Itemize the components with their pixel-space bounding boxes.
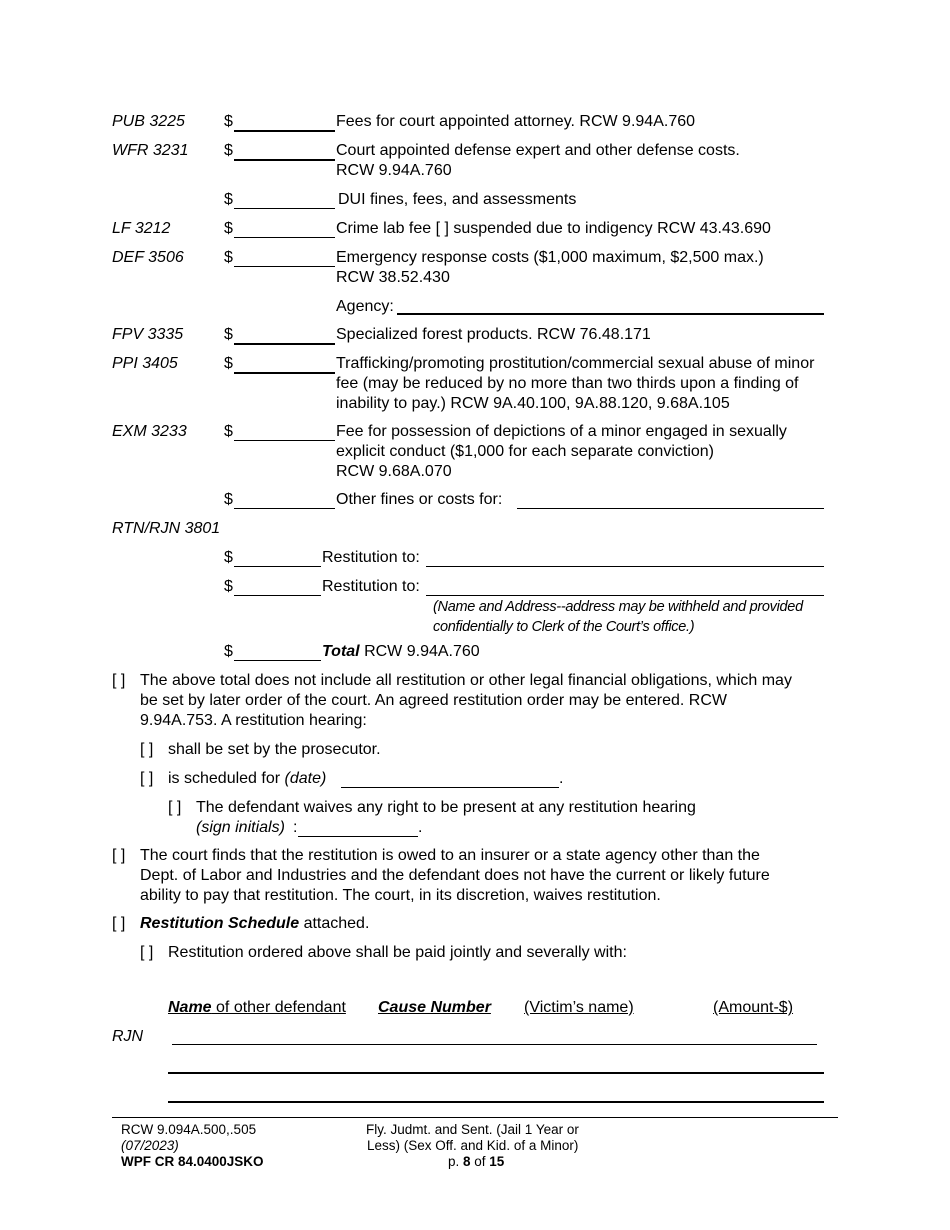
- page-current: 8: [463, 1154, 471, 1169]
- fee-label-ppi-line2: fee (may be reduced by no more than two thirds upon a finding of: [336, 375, 799, 392]
- fee-label-ppi-line3: inability to pay.) RCW 9A.40.100, 9A.88.120, 9.68A.105: [336, 395, 730, 412]
- restitution-to-field-1[interactable]: [426, 566, 824, 567]
- amount-field-lf[interactable]: [234, 237, 335, 238]
- restitution-amount-2[interactable]: [234, 595, 321, 596]
- period: .: [559, 770, 564, 787]
- restitution-note-line2: confidentially to Clerk of the Court’s office.): [433, 619, 695, 635]
- dollar-sign: $: [224, 249, 233, 266]
- fee-code-pub: PUB 3225: [112, 113, 185, 130]
- restitution-label-1: Restitution to:: [322, 549, 420, 566]
- checkbox-above-total[interactable]: [ ]: [112, 672, 126, 689]
- col-header-cause: Cause Number: [378, 999, 491, 1016]
- fee-label-ppi-line1: Trafficking/promoting prostitution/commercial sexual abuse of minor: [336, 355, 815, 372]
- fee-label-exm-line2: explicit conduct ($1,000 for each separate conviction): [336, 443, 714, 460]
- col-name-bold: Name: [168, 999, 212, 1016]
- fee-label-other: Other fines or costs for:: [336, 491, 503, 508]
- scheduled-label: [168, 769, 326, 789]
- footer-date: (07/2023): [121, 1138, 179, 1153]
- scheduled-date-label: (date): [284, 770, 327, 787]
- checkbox-court-finds[interactable]: [ ]: [112, 847, 126, 864]
- dollar-sign: $: [224, 491, 233, 508]
- schedule-attached: attached.: [299, 915, 370, 932]
- fee-label-wfr-line2: RCW 9.94A.760: [336, 162, 452, 179]
- col-name-rest: of other defendant: [211, 999, 346, 1016]
- period: .: [418, 819, 423, 836]
- dollar-sign: $: [224, 423, 233, 440]
- joint-row-1[interactable]: [172, 1044, 817, 1045]
- restitution-label-2: Restitution to:: [322, 578, 420, 595]
- schedule-label: [140, 914, 369, 934]
- dollar-sign: $: [224, 113, 233, 130]
- fee-label-lf: Crime lab fee [ ] suspended due to indigency RCW 43.43.690: [336, 220, 771, 237]
- amount-field-dui[interactable]: [234, 208, 335, 209]
- schedule-bold: Restitution Schedule: [140, 915, 300, 932]
- amount-field-fpv[interactable]: [234, 343, 335, 345]
- rjn-code: RJN: [112, 1028, 144, 1045]
- fee-code-def: DEF 3506: [112, 249, 184, 266]
- amount-field-wfr[interactable]: [234, 159, 335, 161]
- scheduled-text: is scheduled for: [168, 770, 285, 787]
- checkbox-jointly[interactable]: [ ]: [140, 944, 154, 961]
- fee-code-ppi: PPI 3405: [112, 355, 178, 372]
- initials-field[interactable]: [298, 836, 418, 837]
- joint-row-3[interactable]: [168, 1101, 824, 1103]
- fee-label-dui: DUI fines, fees, and assessments: [338, 191, 577, 208]
- dollar-sign: $: [224, 220, 233, 237]
- dollar-sign: $: [224, 326, 233, 343]
- fee-label-def-line2: RCW 38.52.430: [336, 269, 450, 286]
- fee-code-exm: EXM 3233: [112, 423, 187, 440]
- fee-label-exm-line1: Fee for possession of depictions of a minor engaged in sexually: [336, 423, 787, 440]
- total-amount-field[interactable]: [234, 660, 321, 661]
- fee-code-fpv: FPV 3335: [112, 326, 184, 343]
- fee-code-rtn: RTN/RJN 3801: [112, 520, 221, 537]
- fee-code-wfr: WFR 3231: [112, 142, 189, 159]
- dollar-sign: $: [224, 191, 233, 208]
- fee-label-def-line1: Emergency response costs ($1,000 maximum, $2,500 max.): [336, 249, 764, 266]
- jointly-label: Restitution ordered above shall be paid jointly and severally with:: [168, 944, 627, 961]
- fee-label-fpv: Specialized forest products. RCW 76.48.171: [336, 326, 651, 343]
- col-header-amount: (Amount-$): [713, 999, 794, 1016]
- footer-rcw: RCW 9.094A.500,.505: [121, 1122, 257, 1137]
- fee-label-pub: Fees for court appointed attorney. RCW 9.94A.760: [336, 113, 696, 130]
- total-bold: Total: [322, 643, 360, 660]
- fee-label-wfr-line1: Court appointed defense expert and other defense costs.: [336, 142, 740, 159]
- court-finds-line2: Dept. of Labor and Industries and the defendant does not have the current or likely future: [140, 867, 770, 884]
- fee-code-lf: LF 3212: [112, 220, 171, 237]
- above-total-line1: The above total does not include all restitution or other legal financial obligations, which may: [140, 672, 792, 689]
- checkbox-scheduled[interactable]: [ ]: [140, 770, 154, 787]
- court-finds-line1: The court finds that the restitution is owed to an insurer or a state agency other than the: [140, 847, 760, 864]
- restitution-note-line1: (Name and Address--address may be withheld and provided: [433, 599, 803, 615]
- footer-page-number: [448, 1154, 504, 1170]
- footer-title-line2: Less) (Sex Off. and Kid. of a Minor): [367, 1138, 579, 1153]
- hearing-date-field[interactable]: [341, 787, 559, 788]
- waives-label: The defendant waives any right to be present at any restitution hearing: [196, 799, 696, 816]
- page-of: of: [470, 1154, 490, 1169]
- above-total-line2: be set by later order of the court. An agreed restitution order may be entered. RCW: [140, 692, 727, 709]
- checkbox-schedule[interactable]: [ ]: [112, 915, 126, 932]
- dollar-sign: $: [224, 142, 233, 159]
- amount-field-exm[interactable]: [234, 440, 335, 441]
- col-header-name: [168, 998, 346, 1018]
- amount-field-def[interactable]: [234, 266, 335, 267]
- total-rcw: RCW 9.94A.760: [359, 643, 480, 660]
- footer-form-number: WPF CR 84.0400JSKO: [121, 1154, 264, 1169]
- amount-field-other[interactable]: [234, 508, 335, 509]
- fee-label-exm-line3: RCW 9.68A.070: [336, 463, 452, 480]
- above-total-line3: 9.94A.753. A restitution hearing:: [140, 712, 367, 729]
- amount-field-ppi[interactable]: [234, 372, 335, 374]
- footer-divider: [112, 1117, 838, 1118]
- joint-row-2[interactable]: [168, 1072, 824, 1074]
- checkbox-prosecutor[interactable]: [ ]: [140, 741, 154, 758]
- page-prefix: p.: [448, 1154, 464, 1169]
- amount-field-pub[interactable]: [234, 130, 335, 132]
- agency-label: Agency:: [336, 298, 394, 315]
- sign-initials-label: (sign initials): [196, 819, 285, 836]
- dollar-sign: $: [224, 643, 233, 660]
- page-total: 15: [489, 1154, 505, 1169]
- col-header-victim: (Victim’s name): [524, 999, 634, 1016]
- restitution-to-field-2[interactable]: [426, 595, 824, 596]
- dollar-sign: $: [224, 549, 233, 566]
- agency-field[interactable]: [397, 313, 824, 315]
- dollar-sign: $: [224, 355, 233, 372]
- other-costs-field[interactable]: [517, 508, 824, 509]
- restitution-amount-1[interactable]: [234, 566, 321, 567]
- prosecutor-label: shall be set by the prosecutor.: [168, 741, 381, 758]
- footer-title-line1: Fly. Judmt. and Sent. (Jail 1 Year or: [366, 1122, 579, 1137]
- dollar-sign: $: [224, 578, 233, 595]
- court-finds-line3: ability to pay that restitution. The court, in its discretion, waives restitution.: [140, 887, 661, 904]
- checkbox-waives[interactable]: [ ]: [168, 799, 182, 816]
- colon: :: [293, 819, 298, 836]
- total-label: [322, 642, 480, 662]
